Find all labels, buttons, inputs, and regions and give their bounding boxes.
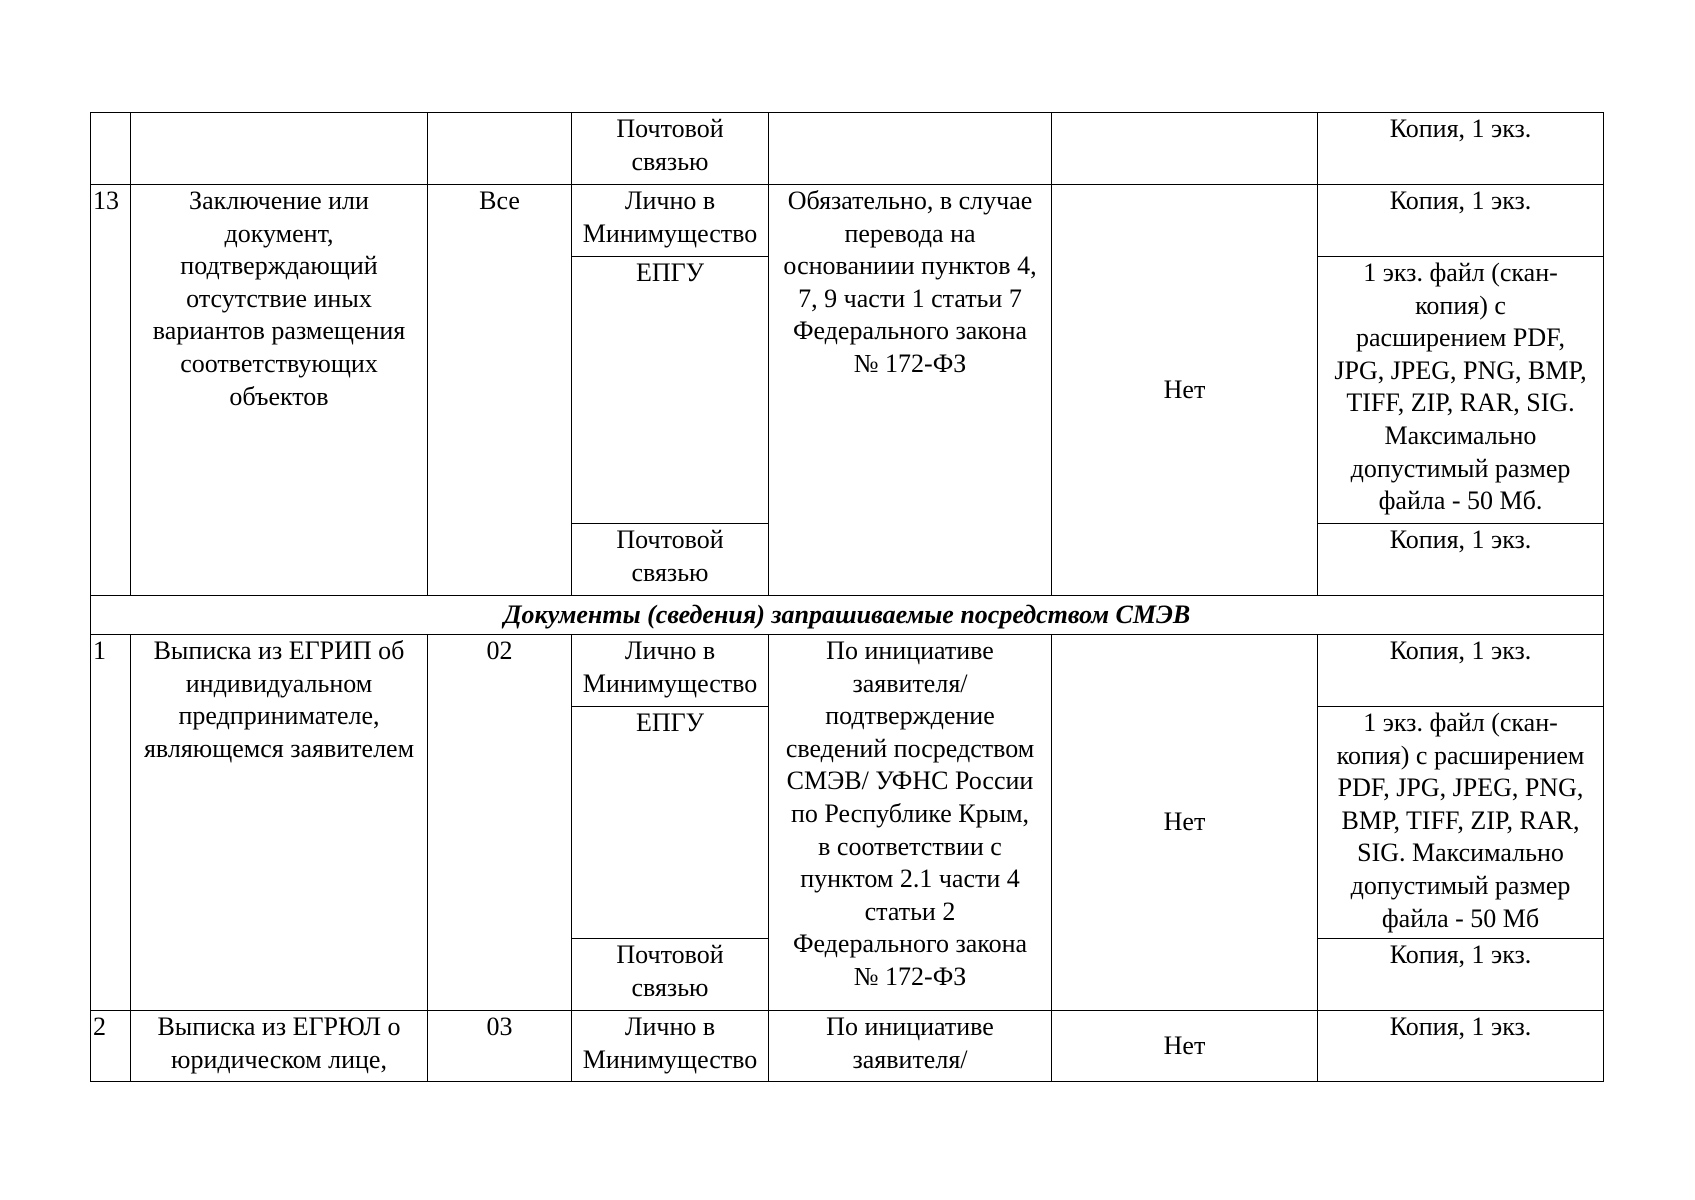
channel-post-cell: [572, 939, 769, 1011]
requires-cell: [1052, 635, 1318, 1011]
table-row: [91, 185, 1604, 257]
row-number: 1: [93, 636, 106, 665]
form-post-cell: [1318, 113, 1604, 185]
form-post-cell: [1318, 524, 1604, 596]
category-code: 02: [486, 636, 513, 665]
form-personal-text: Копия, 1 экз.: [1389, 1012, 1532, 1041]
row-number: 2: [93, 1012, 106, 1041]
document-name: Выписка из ЕГРИП об индивидуальном предпринимателе, являющемся заявителем: [143, 636, 415, 763]
requires-cell: [1052, 113, 1318, 185]
channel-post-text: Почтовой связью: [616, 114, 724, 176]
requires-cell: [1052, 185, 1318, 596]
documents-table: [90, 112, 1604, 1082]
document-name-cell: [131, 185, 428, 596]
row-number-cell: [91, 113, 131, 185]
form-post-text: Копия, 1 экз.: [1389, 525, 1532, 554]
requires-cell: [1052, 1011, 1318, 1082]
section-row: [91, 596, 1604, 635]
requires-text: Нет: [1163, 807, 1206, 837]
channel-personal-text: Лично в Минимущество: [582, 636, 758, 698]
document-name-cell: [131, 113, 428, 185]
channel-post-text: Почтовой связью: [616, 525, 724, 587]
condition-text: По инициативе заявителя/: [826, 1012, 994, 1074]
form-personal-text: Копия, 1 экз.: [1389, 636, 1532, 665]
condition-cell: [769, 635, 1052, 1011]
form-epgu-text: 1 экз. файл (скан- копия) с расширением PDF, JPG, JPEG, PNG, BMP, TIFF, ZIP, RAR, SIG. Максимально допустимый размер файла - 50 Мб: [1336, 708, 1585, 933]
table-row: [91, 1011, 1604, 1082]
form-epgu-cell: [1318, 707, 1604, 939]
condition-cell: [769, 113, 1052, 185]
row-number-cell: [91, 635, 131, 1011]
channel-post-text: Почтовой связью: [616, 940, 724, 1002]
channel-personal-text: Лично в Минимущество: [582, 1012, 758, 1074]
document-name: Выписка из ЕГРЮЛ о юридическом лице,: [157, 1012, 401, 1074]
channel-personal-text: Лично в Минимущество: [582, 186, 758, 248]
form-personal-cell: [1318, 185, 1604, 257]
category-cell: [428, 635, 572, 1011]
category-code: Все: [479, 186, 520, 215]
document-name: Заключение или документ, подтверждающий отсутствие иных вариантов размещения соответствующих объектов: [152, 186, 406, 411]
channel-post-cell: [572, 524, 769, 596]
category-cell: [428, 1011, 572, 1082]
form-personal-text: Копия, 1 экз.: [1389, 186, 1532, 215]
category-cell: [428, 185, 572, 596]
form-epgu-text: 1 экз. файл (скан- копия) с расширением PDF, JPG, JPEG, PNG, BMP, TIFF, ZIP, RAR, SIG. Максимально допустимый размер файла - 50 Мб.: [1334, 258, 1587, 516]
channel-personal-cell: [572, 185, 769, 257]
table-row: [91, 635, 1604, 707]
condition-cell: [769, 1011, 1052, 1082]
channel-personal-cell: [572, 635, 769, 707]
row-number: 13: [93, 186, 119, 215]
form-personal-cell: [1318, 1011, 1604, 1082]
form-epgu-cell: [1318, 257, 1604, 524]
condition-text: По инициативе заявителя/ подтверждение сведений посредством СМЭВ/ УФНС России по Республике Крым, в соответствии с пунктом 2.1 части 4 статьи 2 Федерального закона № 172-ФЗ: [785, 636, 1035, 991]
condition-cell: [769, 185, 1052, 596]
category-code: 03: [486, 1012, 513, 1041]
table-row: [91, 113, 1604, 185]
form-post-text: Копия, 1 экз.: [1389, 114, 1532, 143]
document-name-cell: [131, 635, 428, 1011]
channel-epgu-text: ЕПГУ: [635, 258, 705, 287]
document-name-cell: [131, 1011, 428, 1082]
form-post-text: Копия, 1 экз.: [1389, 940, 1532, 969]
channel-personal-cell: [572, 1011, 769, 1082]
row-number-cell: [91, 1011, 131, 1082]
category-cell: [428, 113, 572, 185]
condition-text: Обязательно, в случае перевода на основаниии пунктов 4, 7, 9 части 1 статьи 7 Федерального закона № 172-ФЗ: [783, 186, 1037, 378]
requires-text: Нет: [1163, 374, 1206, 404]
channel-epgu-cell: [572, 707, 769, 939]
channel-post-cell: [572, 113, 769, 185]
form-personal-cell: [1318, 635, 1604, 707]
form-post-cell: [1318, 939, 1604, 1011]
channel-epgu-text: ЕПГУ: [635, 708, 705, 737]
row-number-cell: [91, 185, 131, 596]
requires-text: Нет: [1163, 1030, 1206, 1060]
channel-epgu-cell: [572, 257, 769, 524]
section-title: Документы (сведения) запрашиваемые посредством СМЭВ: [91, 596, 1604, 635]
